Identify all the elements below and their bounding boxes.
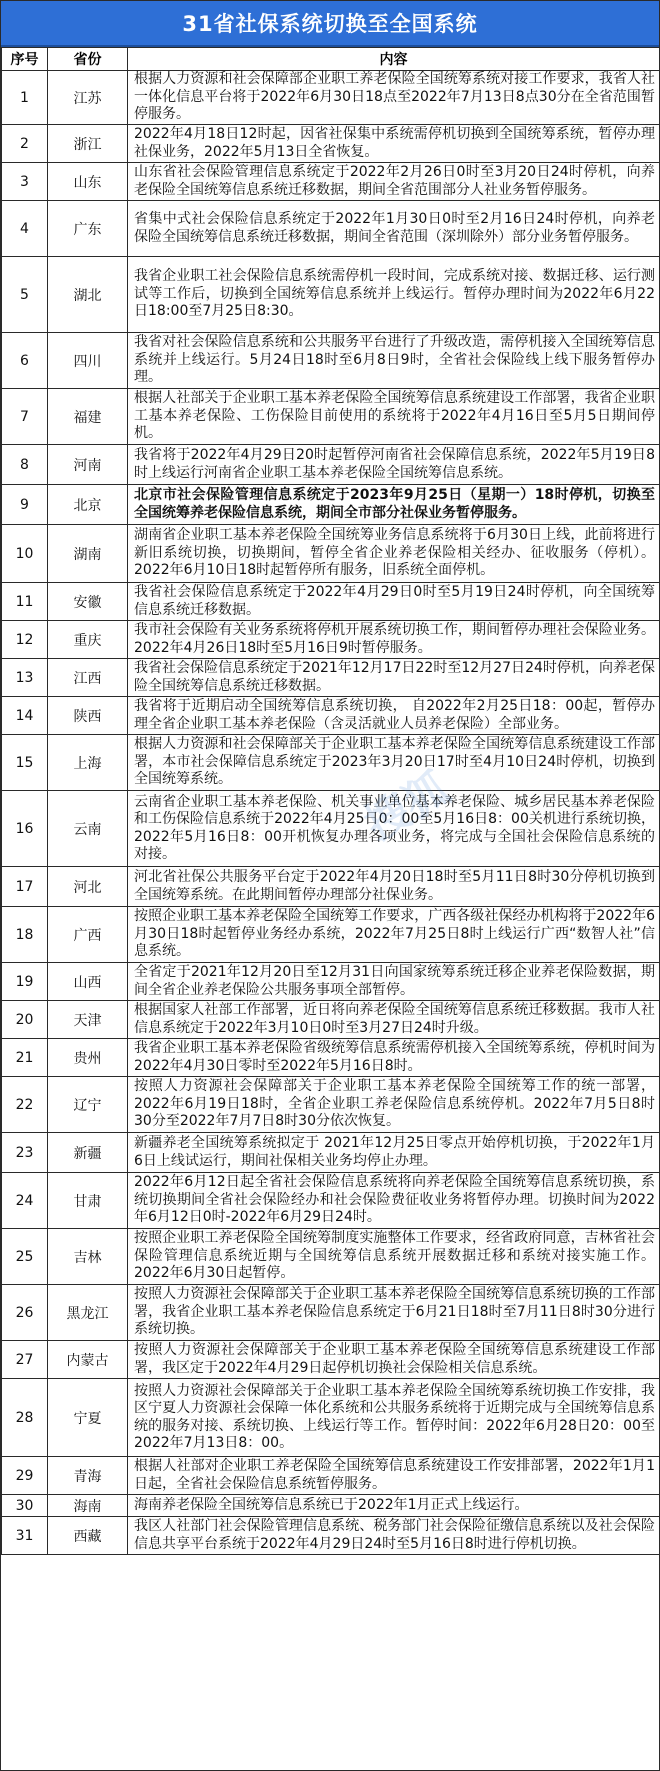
header-no: 序号 (2, 48, 48, 71)
table-row (2, 735, 660, 791)
row-no: 4 (2, 201, 48, 257)
row-province: 陕西 (48, 697, 128, 735)
table-row (2, 333, 660, 389)
header-content: 内容 (128, 48, 660, 71)
row-province: 黑龙江 (48, 1285, 128, 1341)
table-row (2, 201, 660, 257)
row-province: 海南 (48, 1495, 128, 1517)
table-row (2, 867, 660, 907)
row-no: 20 (2, 1001, 48, 1039)
row-province: 重庆 (48, 621, 128, 659)
header-province: 省份 (48, 48, 128, 71)
row-content: 我省企业职工基本养老保险省级统筹信息系统需停机接入全国统筹系统，停机时间为2022年4月30日零时至2022年5月16日8时。 (128, 1039, 660, 1077)
row-province: 广东 (48, 201, 128, 257)
table-row (2, 907, 660, 963)
table-row (2, 163, 660, 201)
row-no: 8 (2, 445, 48, 485)
table-row (2, 389, 660, 445)
table-row (2, 963, 660, 1001)
row-content: 山东省社会保险管理信息系统定于2022年2月26日0时至3月20日24时停机，向养老保险全国统筹信息系统迁移数据，期间全省范围部分人社业务暂停服务。 (128, 163, 660, 201)
row-content: 我省将于2022年4月29日20时起暂停河南省社会保障信息系统，2022年5月19日8时上线运行河南省企业职工基本养老保险全国统筹信息系统。 (128, 445, 660, 485)
row-province: 福建 (48, 389, 128, 445)
row-province: 四川 (48, 333, 128, 389)
table-row (2, 583, 660, 621)
row-no: 25 (2, 1229, 48, 1285)
row-province: 新疆 (48, 1133, 128, 1173)
row-content: 北京市社会保险管理信息系统定于2023年9月25日（星期一）18时停机，切换至全国统筹养老保险信息系统，期间全市部分社保业务暂停服务。 (128, 485, 660, 525)
row-province: 河南 (48, 445, 128, 485)
row-no: 29 (2, 1457, 48, 1495)
table-row (2, 1457, 660, 1495)
row-content: 新疆养老全国统筹系统拟定于 2021年12月25日零点开始停机切换，于2022年1月6日上线试运行，期间社保相关业务均停止办理。 (128, 1133, 660, 1173)
row-no: 6 (2, 333, 48, 389)
table-row (2, 1039, 660, 1077)
table-row (2, 485, 660, 525)
row-no: 31 (2, 1517, 48, 1555)
row-province: 宁夏 (48, 1379, 128, 1457)
row-content: 根据国家人社部工作部署，近日将向养老保险全国统筹信息系统迁移数据。我市人社信息系统定于2022年3月10日0时至3月27日24时升级。 (128, 1001, 660, 1039)
table-row (2, 1133, 660, 1173)
row-province: 青海 (48, 1457, 128, 1495)
row-province: 西藏 (48, 1517, 128, 1555)
row-province: 湖北 (48, 257, 128, 333)
row-content: 云南省企业职工基本养老保险、机关事业单位基本养老保险、城乡居民基本养老保险和工伤保险信息系统于2022年4月25日0：00至5月16日8：00关机进行系统切换，2022年5月16日8：00开机恢复办理各项业务，将完成与全国社会保险信息系统的对接。 (128, 791, 660, 867)
row-content: 湖南省企业职工基本养老保险全国统筹业务信息系统将于6月30日上线，此前将进行新旧系统切换，切换期间，暂停全省企业养老保险相关经办、征收服务（停机）。2022年6月10日18时起暂停所有服务，旧系统全面停机。 (128, 525, 660, 583)
row-content: 按照人力资源社会保障部关于企业职工基本养老保险全国统筹信息系统建设工作部署，我区定于2022年4月29日起停机切换社会保险相关信息系统。 (128, 1341, 660, 1379)
table-row (2, 1229, 660, 1285)
row-province: 浙江 (48, 125, 128, 163)
row-no: 14 (2, 697, 48, 735)
row-province: 辽宁 (48, 1077, 128, 1133)
table-row (2, 257, 660, 333)
row-province: 广西 (48, 907, 128, 963)
row-content: 根据人社部关于企业职工基本养老保险全国统筹信息系统建设工作部署，我省企业职工基本养老保险、工伤保险目前使用的系统将于2022年4月16日至5月5日期间停机。 (128, 389, 660, 445)
row-province: 河北 (48, 867, 128, 907)
row-content: 我省社会保险信息系统定于2021年12月17日22时至12月27日24时停机，向养老保险全国统筹信息系统迁移数据。 (128, 659, 660, 697)
row-content: 我省社会保险信息系统定于2022年4月29日0时至5月19日24时停机，向全国统筹信息系统迁移数据。 (128, 583, 660, 621)
row-content: 海南养老保险全国统筹信息系统已于2022年1月正式上线运行。 (128, 1495, 660, 1517)
row-no: 23 (2, 1133, 48, 1173)
row-province: 北京 (48, 485, 128, 525)
row-content: 我区人社部门社会保险管理信息系统、税务部门社会保险征缴信息系统以及社会保险信息共享平台系统于2022年4月29日24时至5月16日8时进行停机切换。 (128, 1517, 660, 1555)
row-province: 江西 (48, 659, 128, 697)
row-no: 2 (2, 125, 48, 163)
row-content: 我省企业职工社会保险信息系统需停机一段时间，完成系统对接、数据迁移、运行测试等工作后，切换到全国统筹信息系统并上线运行。暂停办理时间为2022年6月22日18:00至7月25日8:30。 (128, 257, 660, 333)
row-content: 河北省社保公共服务平台定于2022年4月20日18时至5月11日8时30分停机切换到全国统筹系统。在此期间暂停办理部分社保业务。 (128, 867, 660, 907)
row-no: 30 (2, 1495, 48, 1517)
table-row (2, 1517, 660, 1555)
row-province: 山东 (48, 163, 128, 201)
row-content: 2022年6月12日起全省社会保险信息系统将向养老保险全国统筹信息系统切换，系统切换期间全省社会保险经办和社会保险费征收业务将暂停办理。切换时间为2022年6月12日0时-2022年6月29日24时。 (128, 1173, 660, 1229)
page-title: 31省社保系统切换至全国系统 (1, 1, 659, 47)
table-row (2, 1001, 660, 1039)
row-content: 根据人力资源和社会保障部企业职工养老保险全国统筹系统对接工作要求，我省人社一体化信息平台将于2022年6月30日18点至2022年7月13日8点30分在全省范围暂停服务。 (128, 71, 660, 125)
row-no: 21 (2, 1039, 48, 1077)
row-content: 按照企业职工基本养老保险全国统筹工作要求，广西各级社保经办机构将于2022年6月30日18时起暂停业务经办系统，2022年7月25日8时上线运行广西“数智人社”信息系统。 (128, 907, 660, 963)
row-province: 内蒙古 (48, 1341, 128, 1379)
row-no: 27 (2, 1341, 48, 1379)
table-row (2, 697, 660, 735)
row-no: 12 (2, 621, 48, 659)
row-no: 5 (2, 257, 48, 333)
table-row (2, 1285, 660, 1341)
table-row (2, 445, 660, 485)
row-no: 19 (2, 963, 48, 1001)
row-province: 山西 (48, 963, 128, 1001)
row-no: 3 (2, 163, 48, 201)
switch-schedule-table (1, 47, 660, 1555)
row-content: 根据人力资源和社会保障部关于企业职工基本养老保险全国统筹信息系统建设工作部署，本市社会保障信息系统定于2023年3月20日17时至4月10日24时停机，切换到全国统筹系统。 (128, 735, 660, 791)
row-no: 7 (2, 389, 48, 445)
row-content: 我市社会保险有关业务系统将停机开展系统切换工作，期间暂停办理社会保险业务。2022年4月26日18时至5月16日9时暂停服务。 (128, 621, 660, 659)
row-province: 云南 (48, 791, 128, 867)
row-no: 13 (2, 659, 48, 697)
table-row (2, 1173, 660, 1229)
row-province: 吉林 (48, 1229, 128, 1285)
row-no: 11 (2, 583, 48, 621)
row-province: 贵州 (48, 1039, 128, 1077)
table-row (2, 659, 660, 697)
row-content: 全省定于2021年12月20日至12月31日向国家统筹系统迁移企业养老保险数据，期间全省企业养老保险公共服务事项全部暂停。 (128, 963, 660, 1001)
table-row (2, 525, 660, 583)
row-province: 天津 (48, 1001, 128, 1039)
watermark: 搜狐 (356, 762, 459, 851)
table-header-row (2, 48, 660, 71)
row-no: 15 (2, 735, 48, 791)
table-row (2, 621, 660, 659)
row-province: 上海 (48, 735, 128, 791)
row-content: 我省将于近期启动全国统筹信息系统切换， 自2022年2月25日18：00起，暂停办理全省企业职工基本养老保险（含灵活就业人员养老保险）全部业务。 (128, 697, 660, 735)
row-content: 根据人社部对企业职工养老保险全国统筹信息系统建设工作安排部署，2022年1月1日起，全省社会保险信息系统暂停服务。 (128, 1457, 660, 1495)
row-province: 安徽 (48, 583, 128, 621)
row-province: 江苏 (48, 71, 128, 125)
row-content: 按照人力资源社会保障部关于企业职工基本养老保险全国统筹工作的统一部署，2022年6月19日18时，全省企业职工养老保险信息系统停机。2022年7月5日8时30分至2022年7月7日8时30分依次恢复。 (128, 1077, 660, 1133)
row-no: 1 (2, 71, 48, 125)
row-no: 28 (2, 1379, 48, 1457)
table-row (2, 1341, 660, 1379)
row-content: 按照企业职工养老保险全国统筹制度实施整体工作要求，经省政府同意，吉林省社会保险管理信息系统近期与全国统筹信息系统开展数据迁移和系统对接实施工作。2022年6月30日起暂停。 (128, 1229, 660, 1285)
table-row (2, 1077, 660, 1133)
row-content: 按照人力资源社会保障部关于企业职工基本养老保险全国统筹系统切换工作安排，我区宁夏人力资源社会保障一体化系统和公共服务系统将于近期完成与全国统筹信息系统的服务对接、系统切换、上线运行等工作。暂停时间：2022年6月28日20：00至2022年7月13日8：00。 (128, 1379, 660, 1457)
table-row (2, 1379, 660, 1457)
table-row (2, 1495, 660, 1517)
row-province: 甘肃 (48, 1173, 128, 1229)
row-content: 我省对社会保险信息系统和公共服务平台进行了升级改造，需停机接入全国统筹信息系统并上线运行。5月24日18时至6月8日9时，全省社会保险线上线下服务暂停办理。 (128, 333, 660, 389)
row-no: 22 (2, 1077, 48, 1133)
row-no: 24 (2, 1173, 48, 1229)
table-row (2, 791, 660, 867)
row-content: 省集中式社会保险信息系统定于2022年1月30日0时至2月16日24时停机，向养老保险全国统筹信息系统迁移数据，期间全省范围（深圳除外）部分业务暂停服务。 (128, 201, 660, 257)
row-no: 16 (2, 791, 48, 867)
row-no: 17 (2, 867, 48, 907)
row-content: 2022年4月18日12时起，因省社保集中系统需停机切换到全国统筹系统，暂停办理社保业务，2022年5月13日全省恢复。 (128, 125, 660, 163)
row-no: 10 (2, 525, 48, 583)
row-province: 湖南 (48, 525, 128, 583)
row-content: 按照人力资源社会保障部关于企业职工基本养老保险全国统筹信息系统切换的工作部署，我省企业职工基本养老保险信息系统定于6月21日18时至7月11日8时30分进行系统切换。 (128, 1285, 660, 1341)
row-no: 26 (2, 1285, 48, 1341)
row-no: 18 (2, 907, 48, 963)
table-row (2, 71, 660, 125)
table-row (2, 125, 660, 163)
row-no: 9 (2, 485, 48, 525)
